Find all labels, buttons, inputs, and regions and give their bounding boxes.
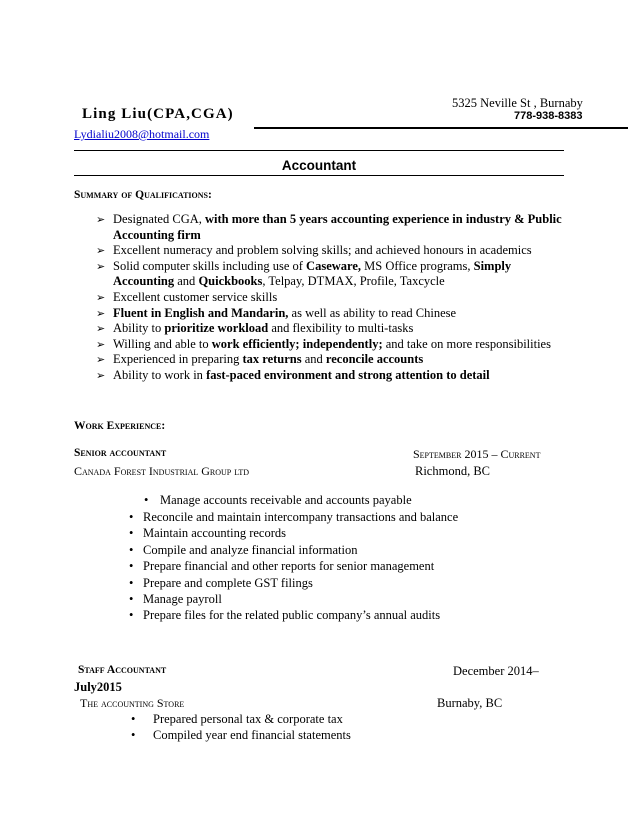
job2-dates-start: December 2014– — [453, 664, 539, 678]
work-heading: Work Experience: — [74, 420, 166, 432]
duty-text: Prepared personal tax & corporate tax — [153, 712, 343, 726]
qualification-text: Ability to work in — [113, 367, 207, 382]
qualification-text: as well as ability to read Chinese — [288, 305, 457, 320]
qualification-text: and flexibility to multi-tasks — [268, 321, 414, 336]
qualification-item — [96, 290, 566, 306]
qualification-text: Fluent in English and Mandarin, — [113, 305, 289, 320]
duty-text: Manage payroll — [143, 592, 222, 607]
duty-text: Maintain accounting records — [143, 526, 287, 541]
duty-item — [129, 525, 458, 541]
address: 5325 Neville St , Burnaby — [452, 96, 583, 110]
qualification-item — [96, 259, 566, 290]
duty-text: Compile and analyze financial information — [143, 542, 358, 557]
arrowhead-icon: ➢ — [96, 306, 106, 320]
title-rule-bottom — [74, 175, 564, 176]
qualification-text: Excellent customer service skills — [113, 289, 278, 304]
qualification-text: Excellent numeracy and problem solving skills; and achieved honours in academics — [113, 243, 532, 258]
qualification-item — [96, 212, 566, 243]
qualification-item — [96, 368, 566, 384]
qualification-text: reconcile accounts — [325, 352, 424, 367]
job2-duties-list — [131, 711, 351, 744]
header-rule — [254, 127, 628, 129]
qualification-item — [96, 321, 566, 337]
arrowhead-icon: ➢ — [96, 353, 106, 367]
qualification-text: tax returns — [242, 352, 302, 367]
dot-icon: • — [129, 575, 134, 590]
duty-item — [129, 542, 458, 558]
dot-icon: • — [131, 728, 136, 743]
qualification-text: Caseware, — [306, 258, 362, 273]
qualification-text: Willing and able to — [113, 336, 212, 351]
qualification-text: Simply Accounting — [113, 258, 512, 289]
arrowhead-icon: ➢ — [96, 244, 106, 258]
dot-icon: • — [129, 608, 134, 623]
qualification-text: and take on more responsibilities — [382, 336, 551, 351]
job1-company: Canada Forest Industrial Group ltd — [74, 464, 250, 478]
email-link[interactable]: Lydialiu2008@hotmail.com — [74, 127, 210, 141]
arrowhead-icon: ➢ — [96, 337, 106, 351]
arrowhead-icon: ➢ — [96, 322, 106, 336]
qualification-text: Designated CGA, — [113, 212, 205, 226]
duty-item — [129, 607, 458, 623]
job2-title: Staff Accountant — [78, 664, 167, 676]
duty-text: Prepare files for the related public company’s annual audits — [143, 608, 441, 623]
candidate-name: Ling Liu(CPA,CGA) — [82, 106, 234, 122]
dot-icon: • — [129, 592, 134, 607]
duty-item — [131, 727, 351, 743]
dot-icon: • — [129, 510, 134, 524]
job2-location: Burnaby, BC — [437, 696, 503, 710]
qualification-text: Solid computer skills including use of — [113, 258, 307, 273]
qualification-item — [96, 337, 566, 353]
dot-icon: • — [144, 493, 149, 507]
qualification-item — [96, 352, 566, 368]
arrowhead-icon: ➢ — [96, 368, 106, 382]
job1-first-duty — [144, 493, 412, 508]
duty-text: Prepare and complete GST filings — [143, 575, 313, 590]
duty-item — [129, 509, 458, 525]
duty-text: Reconcile and maintain intercompany transactions and balance — [143, 510, 459, 524]
duty-text: Prepare financial and other reports for senior management — [143, 559, 435, 574]
phone-number: 778-938-8383 — [514, 110, 583, 122]
duty-text: Compiled year end financial statements — [153, 728, 351, 743]
duty-item — [129, 558, 458, 574]
arrowhead-icon: ➢ — [96, 290, 106, 304]
qualification-text: MS Office programs, — [361, 258, 474, 273]
duty-item — [129, 591, 458, 607]
summary-heading: Summary of Qualifications: — [74, 189, 212, 201]
qualification-text: Experienced in preparing — [113, 352, 243, 367]
qualification-text: work efficiently; independently; — [211, 336, 383, 351]
job1-duties-list — [129, 509, 458, 624]
qualification-text: Ability to — [113, 321, 165, 336]
qualification-text: with more than 5 years accounting experience in industry & Public Accounting firm — [113, 212, 562, 242]
job-title: Accountant — [281, 158, 357, 173]
qualifications-list — [96, 212, 566, 384]
title-rule-top — [74, 150, 564, 151]
qualification-text: prioritize workload — [164, 321, 269, 336]
qualification-text: and — [301, 352, 326, 367]
dot-icon: • — [129, 526, 134, 541]
job1-title: Senior accountant — [74, 447, 167, 459]
duty-item — [129, 575, 458, 591]
arrowhead-icon: ➢ — [96, 213, 106, 226]
qualification-text: and — [174, 274, 199, 289]
duty-text: Manage accounts receivable and accounts payable — [160, 493, 412, 507]
job1-dates: September 2015 – Current — [413, 447, 541, 461]
qualification-item — [96, 243, 566, 259]
qualification-item — [96, 306, 566, 322]
arrowhead-icon: ➢ — [96, 259, 106, 273]
qualification-text: Quickbooks — [198, 274, 263, 289]
qualification-text: , Telpay, DTMAX, Profile, Taxcycle — [262, 274, 445, 289]
job2-dates-end: July2015 — [74, 680, 122, 694]
duty-item — [131, 711, 351, 727]
job2-company: The accounting Store — [80, 696, 185, 710]
job1-location: Richmond, BC — [415, 464, 491, 478]
qualification-text: fast-paced environment and strong attention to detail — [206, 367, 490, 382]
dot-icon: • — [129, 542, 134, 557]
dot-icon: • — [129, 559, 134, 574]
dot-icon: • — [131, 712, 136, 726]
